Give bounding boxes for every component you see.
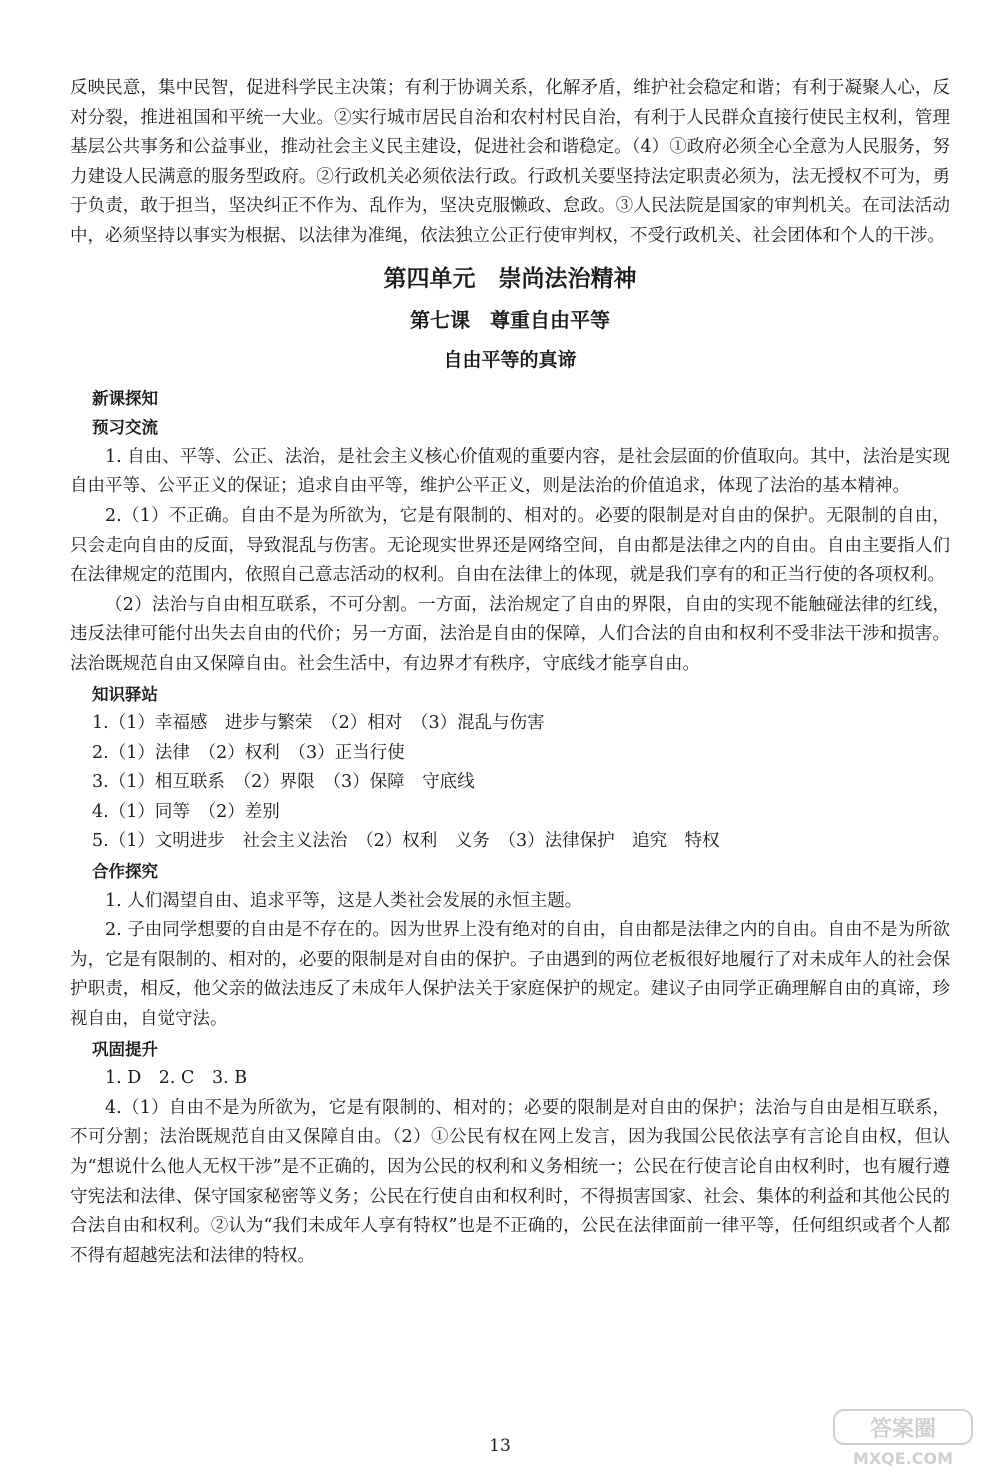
unit-title: 第四单元 崇尚法治精神	[383, 265, 637, 292]
cooperate-answer-1: 1. 人们渴望自由、追求平等，这是人类社会发展的永恒主题。	[105, 890, 583, 911]
knowledge-answer-list	[70, 709, 950, 857]
watermark-logo-icon	[828, 1406, 978, 1468]
page-number: 13	[489, 1436, 511, 1456]
document-body	[70, 74, 950, 1271]
watermark-url: MXQE.COM	[852, 1449, 954, 1468]
preview-answer-2: 2.（1）不正确。自由不是为所欲为，它是有限制的、相对的。必要的限制是对自由的保护。无限制的自由，只会走向自由的反面，导致混乱与伤害。无论现实世界还是网络空间，自由都是法律之内的自由。自由主要指人们在法律规定的范围内，依照自己意志活动的权利。自由在法律上的体现，就是我们享有的和正当行使的各项权利。	[70, 505, 950, 586]
list-item: 5.（1）文明进步 社会主义法治 （2）权利 义务 （3）法律保护 追究 特权	[92, 831, 720, 852]
section-knowledge: 知识驿站	[92, 684, 158, 704]
section-preview: 预习交流	[92, 418, 158, 438]
lesson-title: 第七课 尊重自由平等	[410, 307, 610, 332]
topic-title: 自由平等的真谛	[443, 348, 577, 371]
choice-answers: 1. D 2. C 3. B	[105, 1068, 248, 1089]
list-item: 4.（1）同等 （2）差别	[92, 801, 280, 822]
section-consolidate: 巩固提升	[92, 1039, 158, 1059]
preview-answer-2-part-2: （2）法治与自由相互联系，不可分割。一方面，法治规定了自由的界限，自由的实现不能触碰法律的红线，违反法律可能付出失去自由的代价；另一方面，法治是自由的保障，人们合法的自由和权利不受非法干涉和损害。法治既规范自由又保障自由。社会生活中，有边界才有秩序，守底线才能享自由。	[70, 594, 950, 674]
section-new-lesson: 新课探知	[92, 388, 158, 408]
section-cooperate: 合作探究	[92, 862, 158, 882]
consolidate-answer-4: 4.（1）自由不是为所欲为，它是有限制的、相对的；必要的限制是对自由的保护；法治与自由是相互联系，不可分割；法治既规范自由又保障自由。（2）①公民有权在网上发言，因为我国公民依法享有言论自由权，但认为“想说什么他人无权干涉”是不正确的，因为公民的权利和义务相统一；公民在行使言论自由权利时，也有履行遵守宪法和法律、保守国家秘密等义务；公民在行使自由和权利时，不得损害国家、社会、集体的利益和其他公民的合法自由和权利。②认为“我们未成年人享有特权”也是不正确的，公民在法律面前一律平等，任何组织或者个人都不得有超越宪法和法律的特权。	[70, 1097, 950, 1266]
preview-answer-1: 1. 自由、平等、公正、法治，是社会主义核心价值观的重要内容，是社会层面的价值取向。其中，法治是实现自由平等、公平正义的保证；追求自由平等，维护公平正义，则是法治的价值追求，体现了法治的基本精神。	[70, 446, 950, 497]
cooperate-answer-2: 2. 子由同学想要的自由是不存在的。因为世界上没有绝对的自由，自由都是法律之内的自由。自由不是为所欲为，它是有限制的、相对的，必要的限制是对自由的保护。子由遇到的两位老板很好地履行了对未成年人的社会保护职责，相反，他父亲的做法违反了未成年人保护法关于家庭保护的规定。建议子由同学正确理解自由的真谛，珍视自由，自觉守法。	[70, 920, 950, 1030]
list-item: 1.（1）幸福感 进步与繁荣 （2）相对 （3）混乱与伤害	[92, 713, 545, 734]
watermark-title: 答案圈	[869, 1417, 937, 1442]
continued-answer-paragraph: 反映民意，集中民智，促进科学民主决策；有利于协调关系，化解矛盾，维护社会稳定和谐；有利于凝聚人心，反对分裂，推进祖国和平统一大业。②实行城市居民自治和农村村民自治，有利于人民群众直接行使民主权利，管理基层公共事务和公益事业，推动社会主义民主建设，促进社会和谐稳定。（4）①政府必须全心全意为人民服务，努力建设人民满意的服务型政府。②行政机关必须依法行政。行政机关要坚持法定职责必须为，法无授权不可为，勇于负责，敢于担当，坚决纠正不作为、乱作为，坚决克服懒政、怠政。③人民法院是国家的审判机关。在司法活动中，必须坚持以事实为根据、以法律为准绳，依法独立公正行使审判权，不受行政机关、社会团体和个人的干涉。	[70, 78, 950, 246]
list-item: 3.（1）相互联系 （2）界限 （3）保障 守底线	[92, 772, 475, 793]
list-item: 2.（1）法律 （2）权利 （3）正当行使	[92, 742, 405, 763]
